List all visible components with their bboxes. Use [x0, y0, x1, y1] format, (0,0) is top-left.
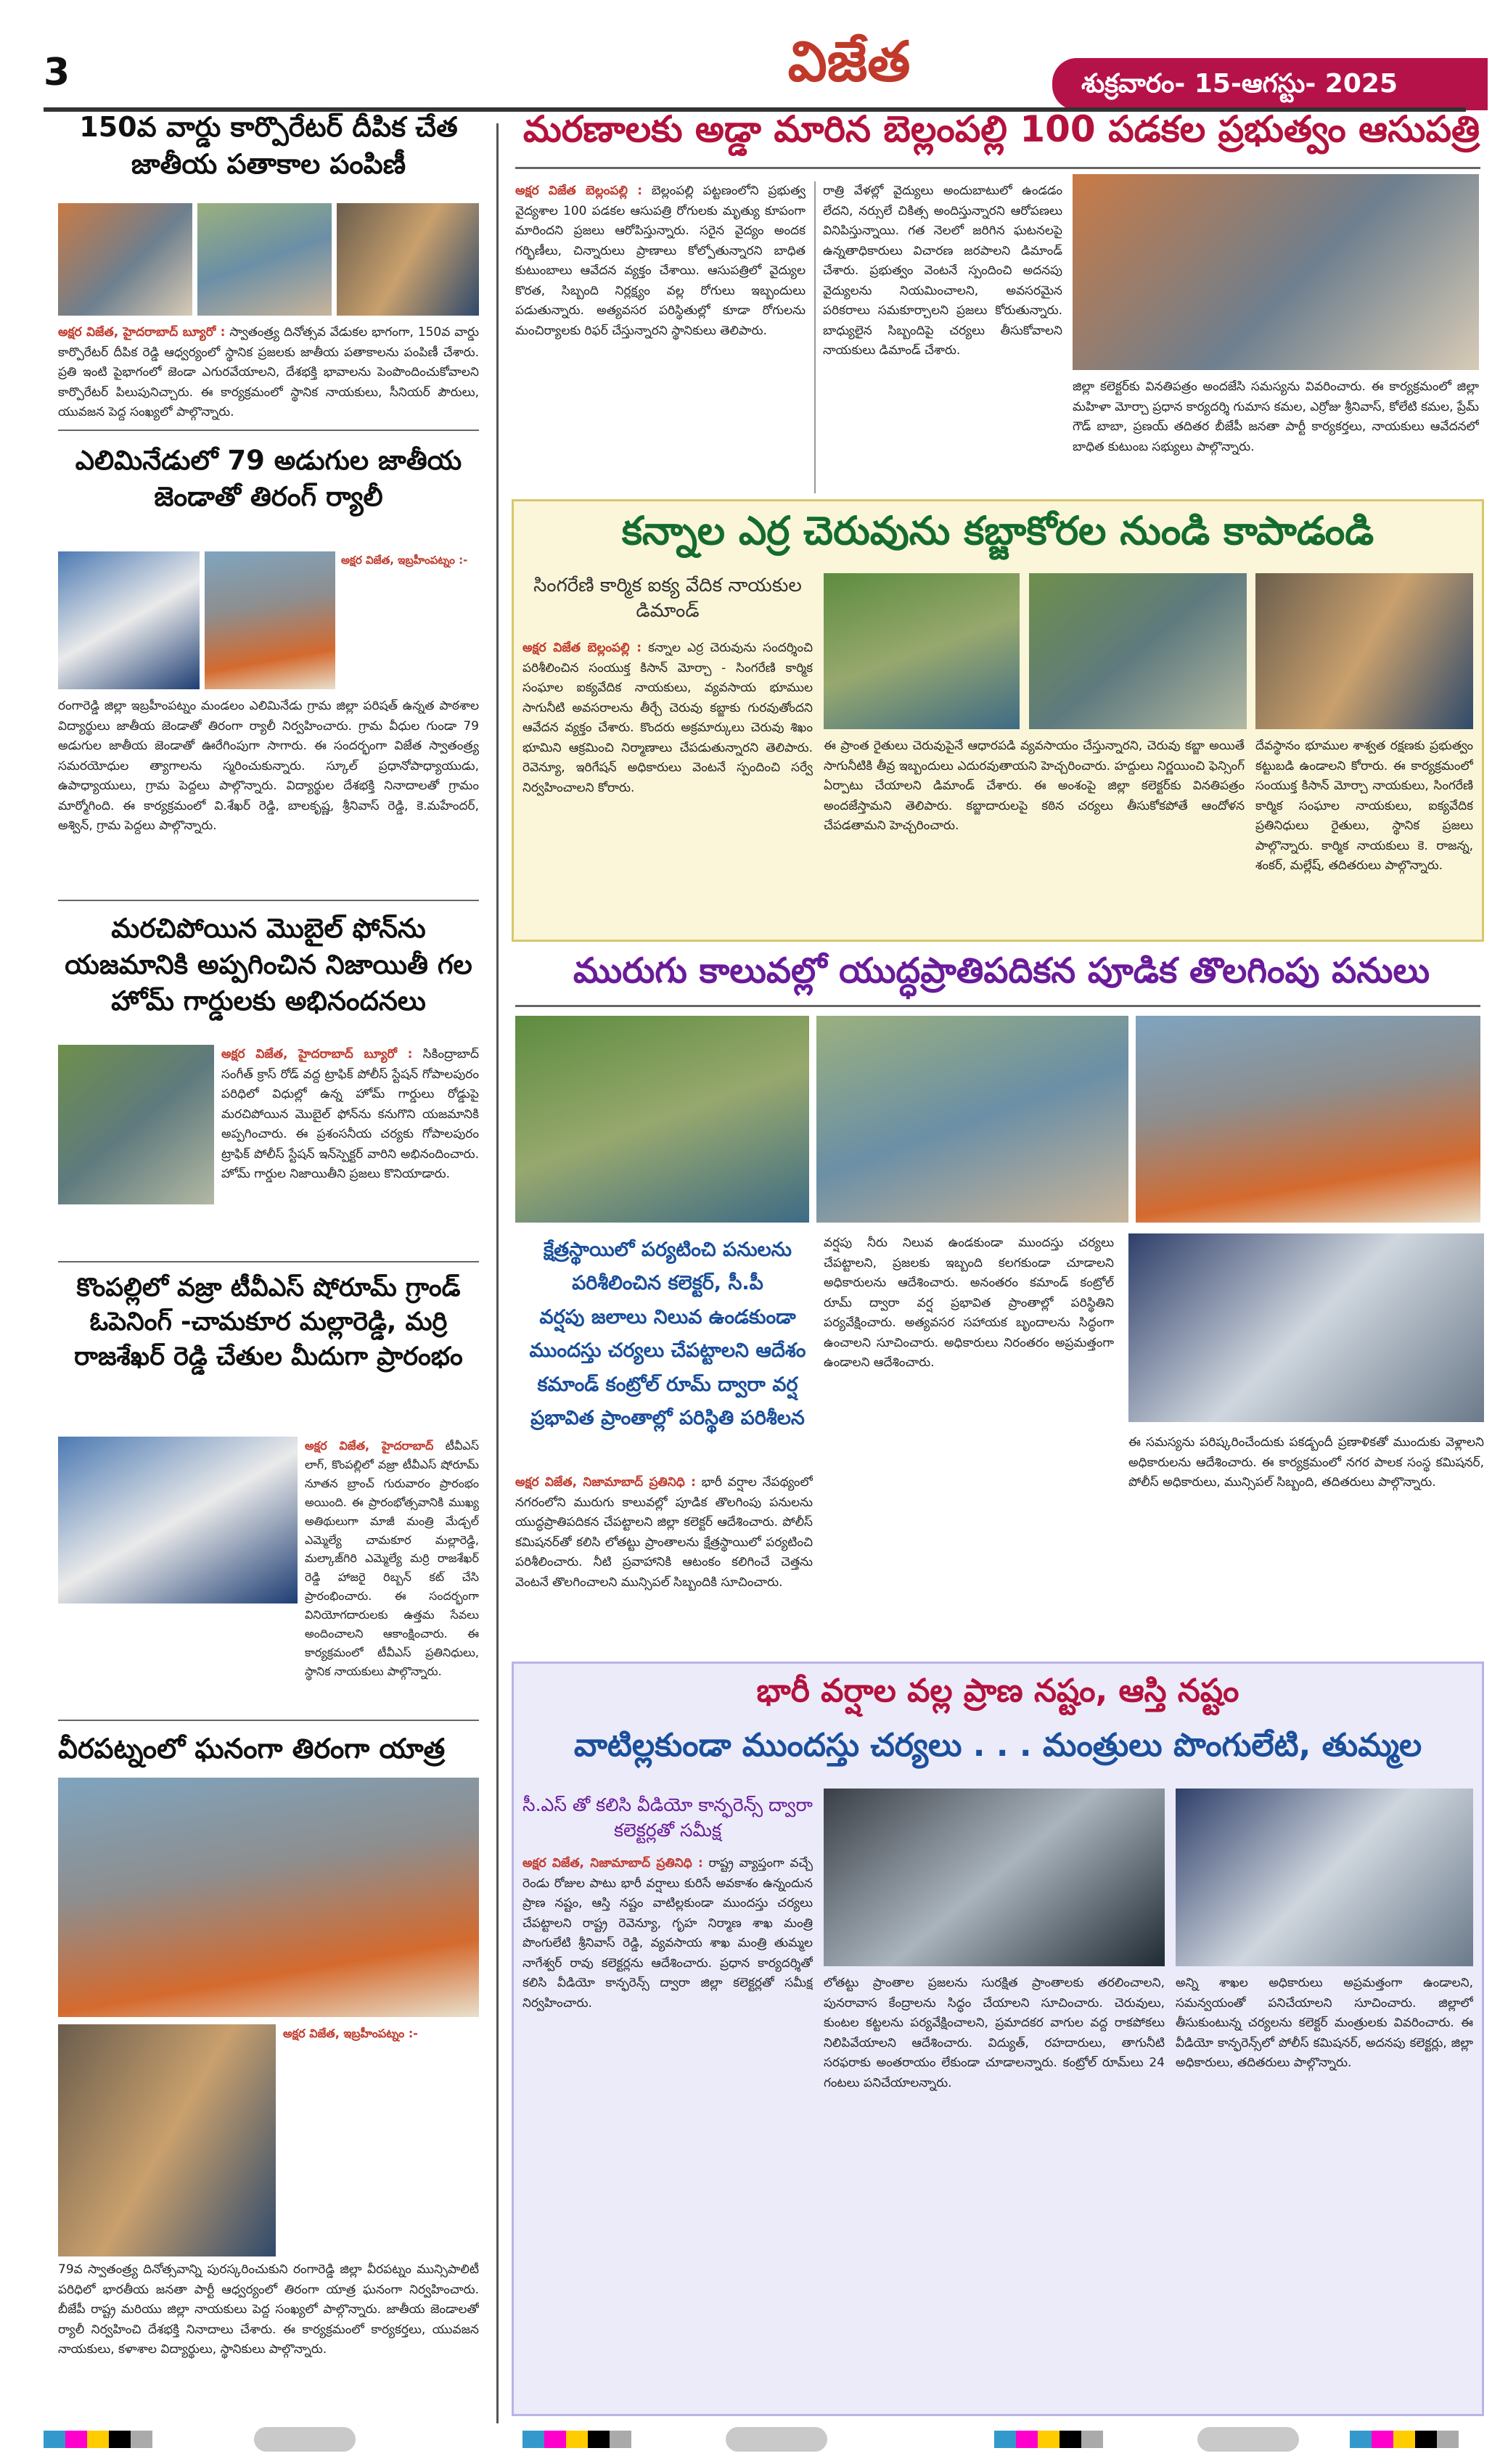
story-1-text-2: రాత్రి వేళల్లో వైద్యులు అందుబాటులో ఉండడం లేదని, నర్సులే చికిత్స అందిస్తున్నారని ఆరోపణలు వినిపిస్తున్నాయి. గత నెలలో జరిగిన ఘటనలపై ఉన్నతాధికారులు విచారణ జరపాలని డిమాండ్ చేశారు. ప్రభుత్వం వెంటనే స్పందించి అదనపు వైద్యులను నియమించాలని, అవసరమైన పరికరాలు సమకూర్చాలని ప్రజలు కోరుతున్నారు. బాధ్యులైన సిబ్బందిపై చర్యలు తీసుకోవాలని నాయకులు డిమాండ్ చేశారు. — [823, 184, 1062, 358]
story-4-subhead: సీ.ఎస్ తో కలిసి వీడియో కాన్ఫరెన్స్ ద్వారా కలెక్టర్లతో సమీక్ష — [522, 1794, 813, 1841]
left-column-rule — [496, 123, 499, 2423]
page-number: 3 — [44, 51, 70, 94]
story-2-headline: కన్నాల ఎర్ర చెరువును కబ్జాకోరల నుండి కాపాడండి — [621, 508, 1374, 554]
story-3-text-1: భారీ వర్షాల నేపథ్యంలో నగరంలోని మురుగు కాలువల్లో పూడిక తొలగింపు పనులను యుద్ధప్రాతిపదికన చేపట్టాలని జిల్లా కలెక్టర్ ఆదేశించారు. పోలీస్ కమిషనర్‌తో కలిసి లోతట్టు ప్రాంతాలను క్షేత్రస్థాయిలో పర్యటించి పరిశీలించారు. నీటి ప్రవాహానికి ఆటంకం కలిగించే చెత్తను వెంటనే తొలగించాలని మున్సిపల్ సిబ్బందికి సూచించారు. — [515, 1475, 813, 1590]
story-1-col-2 — [823, 181, 1062, 493]
article-3-photo — [58, 1045, 214, 1204]
story-3-photo-3 — [1136, 1016, 1480, 1223]
story-1-col-1 — [515, 181, 806, 493]
story-2-text-2: ఈ ప్రాంత రైతులు చెరువుపైనే ఆధారపడి వ్యవసాయం చేస్తున్నారని, చెరువు కబ్జా అయితే సాగునీటికి తీవ్ర ఇబ్బందులు ఎదురవుతాయని హెచ్చరించారు. హద్దులు నిర్ణయించి ఫెన్సింగ్ ఏర్పాటు చేయాలని డిమాండ్ చేశారు. ఈ అంశంపై జిల్లా కలెక్టర్‌కు వినతిపత్రం అందజేస్తామని తెలిపారు. కబ్జాదారులపై కఠిన చర్యలు తీసుకోకపోతే ఆందోళన చేపడతామని హెచ్చరించారు. — [824, 739, 1245, 834]
story-1-text-3: జిల్లా కలెక్టర్‌కు వినతిపత్రం అందజేసి సమస్యను వివరించారు. ఈ కార్యక్రమంలో జిల్లా మహిళా మోర్చా ప్రధాన కార్యదర్శి గుమాస కమల, ఎర్రోజు శ్రీనివాస్, కోలేటి కమల, ప్రేమ్ గౌడ్ బాబా, ప్రణయ్ తదితర బీజేపీ జనతా పార్టీ కార్యకర్తలు, నాయకులు ఆవేదనలో బాధిత కుటుంబ సభ్యులు పాల్గొన్నారు. — [1073, 379, 1479, 454]
divider — [58, 430, 479, 431]
registration-mark-icon — [1350, 2431, 1459, 2448]
article-4-headline: కొంపల్లిలో వజ్రా టీవీఎస్ షోరూమ్ గ్రాండ్ ఓపెనింగ్ -చామకూర మల్లారెడ్డి, మర్రి రాజశేఖర్ రెడ్డి చేతుల మీదుగా ప్రారంభం — [74, 1273, 463, 1371]
registration-mark-icon — [522, 2431, 631, 2448]
newspaper-logo: విజేత — [787, 29, 911, 94]
story-1-byline: అక్షర విజేత బెల్లంపల్లి : — [515, 184, 643, 198]
article-2-text-block — [58, 697, 479, 878]
story-2-byline: అక్షర విజేత బెల్లంపల్లి : — [522, 641, 642, 655]
article-2-text: రంగారెడ్డి జిల్లా ఇబ్రహీంపట్నం మండలం ఎలిమినేడు గ్రామ జిల్లా పరిషత్ ఉన్నత పాఠశాల విద్యార్థులు జాతీయ జెండాతో తిరంగా ర్యాలీ నిర్వహించారు. గ్రామ వీధుల గుండా 79 అడుగుల జాతీయ జెండాతో ఊరేగింపుగా సాగారు. ఈ సందర్భంగా విజేత స్వాతంత్ర్య సమరయోధుల త్యాగాలను స్మరించుకున్నారు. స్కూల్ ప్రధానోపాధ్యాయుడు, ఉపాధ్యాయులు, గ్రామ పెద్దలు పాల్గొన్నారు. విద్యార్థుల దేశభక్తి నినాదాలతో గ్రామం మార్మోగింది. ఈ కార్యక్రమంలో వి.శేఖర్ రెడ్డి, బాలకృష్ణ, శ్రీనివాస్ రెడ్డి, కె.మహేందర్, అశ్విన్, గ్రామ పెద్దలు పాల్గొన్నారు. — [58, 699, 479, 834]
story-4-text-2: లోతట్టు ప్రాంతాల ప్రజలను సురక్షిత ప్రాంతాలకు తరలించాలని, పునరావాస కేంద్రాలను సిద్ధం చేయాలని సూచించారు. చెరువులు, కుంటల కట్టలను పర్యవేక్షించాలని, ప్రమాదకర వాగుల వద్ద రాకపోకలు నిలిపివేయాలని ఆదేశించారు. విద్యుత్, రహదారులు, తాగునీటి సరఫరాకు అంతరాయం లేకుండా చూడాలన్నారు. కంట్రోల్ రూమ్‌లు 24 గంటలు పనిచేయాలన్నారు. — [824, 1976, 1165, 2090]
story-3-text-2: వర్షపు నీరు నిలువ ఉండకుండా ముందస్తు చర్యలు చేపట్టాలని, ప్రజలకు ఇబ్బంది కలగకుండా చూడాలని అధికారులను ఆదేశించారు. అనంతరం కమాండ్ కంట్రోల్ రూమ్ ద్వారా వర్ష ప్రభావిత ప్రాంతాల్లో పరిస్థితిని పర్యవేక్షించారు. అత్యవసర సహాయక బృందాలను సిద్ధంగా ఉంచాలని సూచించారు. అధికారులు నిరంతరం అప్రమత్తంగా ఉండాలని ఆదేశించారు. — [824, 1236, 1114, 1371]
story-4-headline-2: వాటిల్లకుండా ముందస్తు చర్యలు . . . మంత్రులు పొంగులేటి, తుమ్మల — [573, 1727, 1422, 1764]
article-2-photo-1 — [58, 551, 200, 689]
story-2-col-1 — [522, 638, 813, 932]
article-4-photo — [58, 1437, 298, 1603]
article-5-text-block — [58, 2260, 479, 2383]
story-2-photo-2 — [1029, 573, 1247, 729]
highlight-line: కమాండ్ కంట్రోల్ రూమ్ ద్వారా వర్ష — [537, 1373, 798, 1396]
registration-mark-icon — [994, 2431, 1103, 2448]
highlight-line: క్షేత్రస్థాయిలో పర్యటించి పనులను — [544, 1239, 792, 1261]
article-4-text: టీవీఎస్ లాగ్, కొంపల్లిలో వజ్రా టీవీఎస్ షోరూమ్ నూతన బ్రాంచ్ గురువారం ప్రారంభం అయింది. ఈ ప్రారంభోత్సవానికి ముఖ్య అతిథులుగా మాజీ మంత్రి మేడ్చల్ ఎమ్మెల్యే చామకూర మల్లారెడ్డి, మల్కాజ్‌గిరి ఎమ్మెల్యే మర్రి రాజశేఖర్ రెడ్డి హాజరై రిబ్బన్ కట్ చేసి ప్రారంభించారు. ఈ సందర్భంగా వినియోగదారులకు ఉత్తమ సేవలు అందించాలని ఆకాంక్షించారు. ఈ కార్యక్రమంలో టీవీఎస్ ప్రతినిధులు, స్థానిక నాయకులు పాల్గొన్నారు. — [305, 1439, 479, 1678]
story-4-photo-2 — [1176, 1789, 1473, 1966]
story-1-photo — [1073, 174, 1479, 370]
story-4-col-2 — [824, 1974, 1165, 2405]
story-2-photo-1 — [824, 573, 1020, 729]
highlight-line: ముందస్తు చర్యలు చేపట్టాలని ఆదేశం — [529, 1339, 806, 1363]
registration-mark-icon — [726, 2427, 827, 2452]
story-3-byline: అక్షర విజేత, నిజామాబాద్ ప్రతినిధి : — [515, 1475, 696, 1490]
date-banner: శుక్రవారం- 15-ఆగస్టు- 2025 — [1052, 58, 1488, 110]
article-1-byline: అక్షర విజేత, హైదరాబాద్ బ్యూరో : — [58, 325, 226, 340]
story-2-col-3 — [1255, 736, 1473, 932]
article-5-body — [283, 2024, 479, 2256]
story-4-text-1: రాష్ట్ర వ్యాప్తంగా వచ్చే రెండు రోజుల పాటు భారీ వర్షాలు కురిసే అవకాశం ఉన్నందున ప్రాణ నష్టం, ఆస్తి నష్టం వాటిల్లకుండా ముందస్తు చర్యలు చేపట్టాలని రాష్ట్ర రెవెన్యూ, గృహ నిర్మాణ శాఖ మంత్రి పొంగులేటి శ్రీనివాస్ రెడ్డి, వ్యవసాయ శాఖ మంత్రి తుమ్మల నాగేశ్వర్ రావు కలెక్టర్లను ఆదేశించారు. ప్రధాన కార్యదర్శితో కలిసి వీడియో కాన్ఫరెన్స్ ద్వారా జిల్లా కలెక్టర్లతో సమీక్ష నిర్వహించారు. — [522, 1856, 813, 2011]
registration-mark-icon — [44, 2431, 152, 2448]
article-2-headline: ఎలిమినేడులో 79 అడుగుల జాతీయ జెండాతో తిరంగ్ ర్యాలీ — [75, 445, 462, 512]
story-4-col-1 — [522, 1854, 813, 2405]
story-2-col-2 — [824, 736, 1245, 932]
story-2-text-1: కన్నాల ఎర్ర చెరువును సందర్శించి పరిశీలించిన సంయుక్త కిసాన్ మోర్చా - సింగరేణి కార్మిక సంఘాల ఐక్యవేదిక నాయకులు, వ్యవసాయ భూముల సాగునీటి అవసరాలను తీర్చే చెరువు కబ్జాకు గురవుతోందని ఆవేదన వ్యక్తం చేశారు. కొందరు అక్రమార్కులు చెరువు శిఖం భూమిని ఆక్రమించి నిర్మాణాలు చేపడుతున్నారని తెలిపారు. రెవెన్యూ, ఇరిగేషన్ అధికారులు వెంటనే స్పందించి సర్వే నిర్వహించాలని కోరారు. — [522, 641, 813, 795]
story-4-byline: అక్షర విజేత, నిజామాబాద్ ప్రతినిధి : — [522, 1856, 703, 1870]
article-1-body — [58, 323, 479, 424]
article-3-text: సికింద్రాబాద్ సంగీత్ క్రాస్ రోడ్ వద్ద ట్రాఫిక్ పోలీస్ స్టేషన్ గోపాలపురం పరిధిలో విధుల్లో ఉన్న హోమ్ గార్డులు రోడ్డుపై మరచిపోయిన మొబైల్ ఫోన్‌ను కనుగొని యజమానికి అప్పగించారు. ఈ ప్రశంసనీయ చర్యకు గోపాలపురం ట్రాఫిక్ పోలీస్ స్టేషన్ ఇన్‌స్పెక్టర్ వారిని అభినందించారు. హోమ్ గార్డుల నిజాయితీని ప్రజలు కొనియాడారు. — [221, 1047, 479, 1182]
headline-underline — [515, 167, 1480, 169]
story-2-subhead: సింగరేణి కార్మిక ఐక్య వేదిక నాయకుల డిమాండ్ — [533, 575, 802, 623]
article-5-photo-1 — [58, 1778, 479, 2017]
column-rule — [814, 181, 816, 493]
story-4-photo-1 — [824, 1789, 1165, 1966]
article-3-body — [221, 1045, 479, 1255]
story-3-highlights — [522, 1233, 813, 1436]
article-3-headline: మరచిపోయిన మొబైల్ ఫోన్‌ను యజమానికి అప్పగించిన నిజాయితీ గల హోమ్ గార్డులకు అభినందనలు — [65, 913, 472, 1017]
article-1-photo-3 — [337, 203, 479, 316]
divider — [58, 1720, 479, 1721]
story-2-photo-3 — [1255, 573, 1473, 729]
story-4-text-3: అన్ని శాఖల అధికారులు అప్రమత్తంగా ఉండాలని, సమన్వయంతో పనిచేయాలని సూచించారు. జిల్లాలో తీసుకుంటున్న చర్యలను కలెక్టర్ మంత్రులకు వివరించారు. ఈ వీడియో కాన్ఫరెన్స్‌లో పోలీస్ కమిషనర్, అదనపు కలెక్టర్లు, జిల్లా అధికారులు, తదితరులు పాల్గొన్నారు. — [1176, 1976, 1473, 2071]
highlight-line: వర్షపు జలాలు నిలువ ఉండకుండా — [539, 1305, 796, 1328]
registration-mark-icon — [254, 2427, 356, 2452]
story-4-col-3 — [1176, 1974, 1473, 2405]
story-2-text-3: దేవస్థానం భూముల శాశ్వత రక్షణకు ప్రభుత్వం కట్టుబడి ఉండాలని కోరారు. ఈ కార్యక్రమంలో సంయుక్త కిసాన్ మోర్చా నాయకులు, సింగరేణి కార్మిక సంఘాల నాయకులు, ఐక్యవేదిక ప్రతినిధులు రైతులు, స్థానిక ప్రజలు పాల్గొన్నారు. కార్మిక నాయకులు కె. రాజన్న, శంకర్, మల్లేష్, తదితరులు పాల్గొన్నారు. — [1255, 739, 1473, 874]
article-1-photo-1 — [58, 203, 192, 316]
article-5-photo-2 — [58, 2024, 276, 2256]
story-4-headline-1: భారీ వర్షాల వల్ల ప్రాణ నష్టం, ఆస్తి నష్టం — [756, 1672, 1239, 1709]
story-3-headline: మురుగు కాలువల్లో యుద్ధప్రాతిపదికన పూడిక తొలగింపు పనులు — [573, 950, 1430, 991]
divider — [58, 900, 479, 901]
article-1-photo-2 — [197, 203, 332, 316]
article-1-text: స్వాతంత్ర్య దినోత్సవ వేడుకల భాగంగా, 150వ వార్డు కార్పొరేటర్ దీపిక రెడ్డి ఆధ్వర్యంలో స్థానిక ప్రజలకు జాతీయ పతాకాలను పంపిణీ చేశారు. ప్రతి ఇంటి పైభాగంలో జెండా ఎగురవేయాలని, దేశభక్తి భావాలను పెంపొందించుకోవాలని కార్పొరేటర్ పిలుపునిచ్చారు. ఈ కార్యక్రమంలో స్థానిక నాయకులు, సీనియర్ పౌరులు, యువజన పెద్ద సంఖ్యలో పాల్గొన్నారు. — [58, 325, 479, 420]
highlight-line: పరిశీలించిన కలెక్టర్, సీ.పీ — [572, 1272, 763, 1295]
story-1-col-3 — [1073, 377, 1479, 493]
article-1-headline: 150వ వార్డు కార్పొరేటర్ దీపిక చేత జాతీయ పతాకాల పంపిణీ — [79, 111, 458, 181]
story-1-headline: మరణాలకు అడ్డా మారిన బెల్లంపల్లి 100 పడకల ప్రభుత్వం ఆసుపత్రి — [522, 108, 1480, 150]
divider — [58, 1261, 479, 1262]
article-2-photo-2 — [205, 551, 335, 689]
story-1-text-1: బెల్లంపల్లి పట్టణంలోని ప్రభుత్వ వైద్యశాల 100 పడకల ఆసుపత్రి రోగులకు మృత్యు కూపంగా మారిందని ప్రజలు ఆరోపిస్తున్నారు. సరైన వైద్యం అందక గర్భిణీలు, చిన్నారులు ప్రాణాలు కోల్పోతున్నారని బాధిత కుటుంబాలు ఆవేదన వ్యక్తం చేశాయి. ఆసుపత్రిలో వైద్యుల కొరత, సిబ్బంది నిర్లక్ష్యం వల్ల రోగులు ఇబ్బందులు పడుతున్నారు. అత్యవసర పరిస్థితుల్లో కూడా రోగులను మంచిర్యాలకు రిఫర్ చేస్తున్నారని స్థానికులు తెలిపారు. — [515, 184, 806, 338]
story-3-photo-2 — [816, 1016, 1128, 1223]
story-3-col-1 — [515, 1473, 813, 1654]
highlight-line: ప్రభావిత ప్రాంతాల్లో పరిస్థితి పరిశీలన — [530, 1407, 805, 1430]
story-3-photo-4 — [1128, 1233, 1484, 1422]
story-3-text-3: ఈ సమస్యను పరిష్కరించేందుకు పకడ్బందీ ప్రణాళికతో ముందుకు వెళ్లాలని అధికారులను ఆదేశించారు. ఈ కార్యక్రమంలో నగర పాలక సంస్థ కమిషనర్, పోలీస్ అధికారులు, మున్సిపల్ సిబ్బంది, తదితరులు పాల్గొన్నారు. — [1128, 1435, 1484, 1490]
article-3-byline: అక్షర విజేత, హైదరాబాద్ బ్యూరో : — [221, 1047, 413, 1061]
article-4-body — [305, 1437, 479, 1712]
article-5-byline: అక్షర విజేత, ఇబ్రహీంపట్నం :- — [283, 2026, 418, 2040]
story-3-photo-1 — [515, 1016, 809, 1223]
article-5-text: 79వ స్వాతంత్ర్య దినోత్సవాన్ని పురస్కరించుకుని రంగారెడ్డి జిల్లా వీరపట్నం మున్సిపాలిటీ పరిధిలో భారతీయ జనతా పార్టీ ఆధ్వర్యంలో తిరంగా యాత్ర ఘనంగా నిర్వహించారు. బీజేపీ రాష్ట్ర మరియు జిల్లా నాయకులు పెద్ద సంఖ్యలో పాల్గొన్నారు. జాతీయ జెండాలతో ర్యాలీ నిర్వహించి దేశభక్తి నినాదాలు చేశారు. ఈ కార్యక్రమంలో కార్యకర్తలు, యువజన నాయకులు, కళాశాల విద్యార్థులు, స్థానికులు పాల్గొన్నారు. — [58, 2262, 479, 2357]
story-3-col-2 — [824, 1233, 1114, 1654]
article-4-byline: అక్షర విజేత, హైదరాబాద్ — [305, 1439, 434, 1453]
article-5-headline: వీరపట్నంలో ఘనంగా తిరంగా యాత్ర — [58, 1733, 446, 1765]
headline-underline — [515, 1005, 1480, 1007]
registration-mark-icon — [1197, 2427, 1299, 2452]
story-3-col-3 — [1128, 1433, 1484, 1654]
article-2-byline: అక్షర విజేత, ఇబ్రహీంపట్నం :- — [341, 554, 468, 567]
